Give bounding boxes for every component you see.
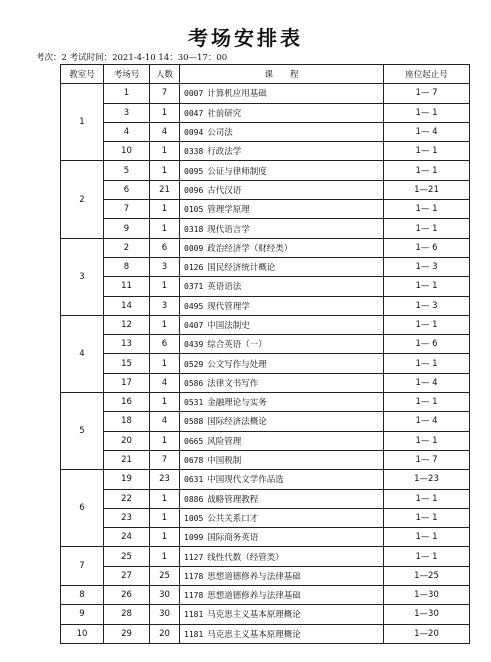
course-name: 英语语法	[207, 282, 242, 293]
course-cell	[180, 412, 384, 431]
room-number-cell: 9	[61, 605, 104, 624]
header-exam-no: 考场号	[104, 65, 150, 84]
course-cell	[180, 161, 384, 180]
course-cell	[180, 200, 384, 219]
course-code: 0631	[184, 475, 204, 485]
course-code: 0529	[184, 359, 204, 369]
course-code: 0126	[184, 263, 204, 273]
candidate-count-cell: 6	[150, 335, 180, 354]
seat-range-cell: 1— 1	[384, 547, 470, 566]
course-cell	[180, 238, 384, 257]
table-row	[61, 296, 470, 315]
candidate-count-cell: 1	[150, 277, 180, 296]
course-name: 思想道德修养与法律基础	[207, 591, 301, 602]
course-code: 0495	[184, 301, 204, 311]
table-body	[61, 84, 470, 644]
candidate-count-cell: 25	[150, 566, 180, 585]
course-code: 1181	[184, 629, 204, 639]
course-cell	[180, 315, 384, 334]
course-code: 0407	[184, 321, 204, 330]
table-row	[61, 508, 470, 527]
exam-number-cell: 7	[104, 200, 150, 219]
table-row	[61, 566, 470, 585]
course-cell	[180, 277, 384, 296]
header-seat-range: 座位起止号	[384, 65, 470, 84]
course-name: 国民经济统计概论	[207, 263, 276, 274]
seat-range-cell: 1— 3	[384, 257, 470, 276]
room-number-cell: 7	[61, 547, 104, 586]
table-row	[61, 624, 470, 643]
course-name: 现代管理学	[207, 301, 250, 312]
table-row	[61, 393, 470, 412]
course-code: 0096	[184, 185, 204, 195]
course-cell	[180, 373, 384, 392]
candidate-count-cell: 30	[150, 586, 180, 605]
course-name: 行政法学	[207, 147, 242, 158]
candidate-count-cell: 1	[150, 219, 180, 238]
table-row	[61, 238, 470, 257]
room-number-cell: 8	[61, 586, 104, 605]
course-cell	[180, 489, 384, 508]
seat-range-cell: 1— 1	[384, 393, 470, 412]
candidate-count-cell: 1	[150, 508, 180, 527]
table-row	[61, 103, 470, 122]
table-row	[61, 489, 470, 508]
course-code: 0588	[184, 417, 204, 427]
course-code: 0678	[184, 456, 204, 466]
course-code: 1178	[184, 591, 204, 601]
table-row	[61, 412, 470, 431]
table-row	[61, 84, 470, 103]
candidate-count-cell: 4	[150, 122, 180, 141]
seat-range-cell: 1— 1	[384, 508, 470, 527]
course-name: 计算机应用基础	[207, 89, 267, 100]
course-name: 管理学原理	[207, 205, 250, 216]
table-row	[61, 373, 470, 392]
course-code: 0586	[184, 378, 204, 388]
candidate-count-cell: 1	[150, 200, 180, 219]
table-row	[61, 431, 470, 450]
table-row	[61, 335, 470, 354]
candidate-count-cell: 21	[150, 180, 180, 199]
table-row	[61, 586, 470, 605]
candidate-count-cell: 1	[150, 315, 180, 334]
seat-range-cell: 1— 1	[384, 277, 470, 296]
course-code: 0439	[184, 340, 204, 350]
room-number-cell: 10	[61, 624, 104, 643]
room-number-cell: 4	[61, 315, 104, 392]
header-course: 课 程	[180, 65, 384, 84]
exam-number-cell: 14	[104, 296, 150, 315]
course-code: 0105	[184, 205, 204, 215]
exam-number-cell: 27	[104, 566, 150, 585]
candidate-count-cell: 1	[150, 489, 180, 508]
candidate-count-cell: 1	[150, 354, 180, 373]
header-row	[61, 65, 470, 84]
course-cell	[180, 431, 384, 450]
course-code: 0371	[184, 282, 204, 292]
candidate-count-cell: 7	[150, 84, 180, 103]
course-cell	[180, 180, 384, 199]
course-code: 0009	[184, 243, 204, 253]
exam-number-cell: 16	[104, 393, 150, 412]
seat-range-cell: 1—30	[384, 605, 470, 624]
seat-range-cell: 1— 1	[384, 431, 470, 450]
candidate-count-cell: 6	[150, 238, 180, 257]
candidate-count-cell: 3	[150, 257, 180, 276]
candidate-count-cell: 1	[150, 161, 180, 180]
exam-number-cell: 8	[104, 257, 150, 276]
exam-number-cell: 21	[104, 450, 150, 469]
table-row	[61, 180, 470, 199]
table-row	[61, 161, 470, 180]
course-name: 风险管理	[207, 436, 242, 447]
room-number-cell: 2	[61, 161, 104, 238]
course-name: 线性代数（经管类）	[207, 552, 284, 563]
table-row	[61, 219, 470, 238]
course-name: 国际经济法概论	[207, 417, 267, 428]
table-row	[61, 470, 470, 489]
course-name: 公证与律师制度	[207, 166, 267, 177]
course-cell	[180, 605, 384, 624]
candidate-count-cell: 3	[150, 296, 180, 315]
candidate-count-cell: 4	[150, 373, 180, 392]
course-code: 1178	[184, 571, 204, 581]
course-name: 公共关系口才	[207, 513, 259, 524]
course-name: 中国税制	[207, 456, 242, 467]
seat-range-cell: 1— 6	[384, 335, 470, 354]
course-cell	[180, 142, 384, 161]
course-code: 0531	[184, 398, 204, 408]
table-row	[61, 257, 470, 276]
course-cell	[180, 393, 384, 412]
seat-range-cell: 1—23	[384, 470, 470, 489]
course-cell	[180, 257, 384, 276]
table-row	[61, 605, 470, 624]
table-row	[61, 122, 470, 141]
course-name: 马克思主义基本原理概论	[207, 610, 301, 621]
candidate-count-cell: 7	[150, 450, 180, 469]
candidate-count-cell: 20	[150, 624, 180, 643]
table-row	[61, 547, 470, 566]
seat-range-cell: 1— 1	[384, 142, 470, 161]
course-cell	[180, 122, 384, 141]
exam-schedule-table	[60, 64, 470, 644]
exam-number-cell: 28	[104, 605, 150, 624]
course-name: 中国法制史	[207, 321, 250, 331]
course-code: 1099	[184, 533, 204, 543]
room-number-cell: 6	[61, 470, 104, 547]
exam-number-cell: 5	[104, 161, 150, 180]
exam-number-cell: 26	[104, 586, 150, 605]
exam-number-cell: 18	[104, 412, 150, 431]
exam-number-cell: 11	[104, 277, 150, 296]
exam-number-cell: 13	[104, 335, 150, 354]
seat-range-cell: 1— 7	[384, 84, 470, 103]
course-cell	[180, 354, 384, 373]
table-row	[61, 315, 470, 334]
course-code: 0318	[184, 224, 204, 234]
course-name: 公文写作与处理	[207, 359, 267, 370]
course-cell	[180, 508, 384, 527]
page-title: 考场安排表	[188, 26, 303, 50]
exam-number-cell: 4	[104, 122, 150, 141]
course-cell	[180, 84, 384, 103]
exam-number-cell: 2	[104, 238, 150, 257]
course-cell	[180, 586, 384, 605]
course-name: 政治经济学（财经类）	[207, 243, 293, 254]
candidate-count-cell: 1	[150, 103, 180, 122]
table-row	[61, 528, 470, 547]
table-row	[61, 142, 470, 161]
course-name: 中国现代文学作品选	[207, 475, 284, 486]
exam-number-cell: 23	[104, 508, 150, 527]
course-cell	[180, 470, 384, 489]
seat-range-cell: 1— 1	[384, 161, 470, 180]
exam-number-cell: 9	[104, 219, 150, 238]
exam-number-cell: 17	[104, 373, 150, 392]
table-row	[61, 450, 470, 469]
room-number-cell: 3	[61, 238, 104, 315]
course-code: 0665	[184, 436, 204, 446]
course-code: 0886	[184, 494, 204, 504]
header-room: 教室号	[61, 65, 104, 84]
course-cell	[180, 528, 384, 547]
course-cell	[180, 296, 384, 315]
exam-number-cell: 12	[104, 315, 150, 334]
course-code: 0095	[184, 166, 204, 176]
candidate-count-cell: 23	[150, 470, 180, 489]
course-cell	[180, 335, 384, 354]
course-name: 公司法	[207, 128, 233, 139]
candidate-count-cell: 1	[150, 547, 180, 566]
course-name: 金融理论与实务	[207, 398, 267, 409]
course-cell	[180, 103, 384, 122]
candidate-count-cell: 1	[150, 528, 180, 547]
course-code: 0094	[184, 128, 204, 138]
course-cell	[180, 547, 384, 566]
seat-range-cell: 1— 4	[384, 412, 470, 431]
course-code: 1127	[184, 552, 204, 562]
seat-range-cell: 1— 1	[384, 354, 470, 373]
header-count: 人数	[150, 65, 180, 84]
candidate-count-cell: 1	[150, 431, 180, 450]
seat-range-cell: 1— 1	[384, 219, 470, 238]
exam-number-cell: 20	[104, 431, 150, 450]
course-name: 社前研究	[207, 108, 242, 119]
course-name: 思想道德修养与法律基础	[207, 571, 301, 582]
exam-number-cell: 3	[104, 103, 150, 122]
course-name: 战略管理教程	[207, 494, 259, 505]
seat-range-cell: 1—30	[384, 586, 470, 605]
course-cell	[180, 450, 384, 469]
course-code: 1005	[184, 513, 204, 523]
course-name: 马克思主义基本原理概论	[207, 629, 301, 640]
course-name: 古代汉语	[207, 185, 242, 196]
table-row	[61, 200, 470, 219]
course-cell	[180, 219, 384, 238]
exam-number-cell: 29	[104, 624, 150, 643]
candidate-count-cell: 4	[150, 412, 180, 431]
seat-range-cell: 1—21	[384, 180, 470, 199]
table-row	[61, 277, 470, 296]
exam-number-cell: 1	[104, 84, 150, 103]
room-number-cell: 5	[61, 393, 104, 470]
course-name: 法律文书写作	[207, 378, 259, 389]
seat-range-cell: 1— 7	[384, 450, 470, 469]
seat-range-cell: 1— 1	[384, 489, 470, 508]
course-name: 现代语言学	[207, 224, 250, 235]
room-number-cell: 1	[61, 84, 104, 161]
exam-number-cell: 22	[104, 489, 150, 508]
exam-number-cell: 24	[104, 528, 150, 547]
course-cell	[180, 624, 384, 643]
candidate-count-cell: 1	[150, 393, 180, 412]
exam-number-cell: 15	[104, 354, 150, 373]
exam-number-cell: 10	[104, 142, 150, 161]
table-row	[61, 354, 470, 373]
seat-range-cell: 1— 1	[384, 528, 470, 547]
candidate-count-cell: 30	[150, 605, 180, 624]
seat-range-cell: 1— 4	[384, 373, 470, 392]
seat-range-cell: 1— 4	[384, 122, 470, 141]
course-code: 0338	[184, 147, 204, 157]
exam-info: 考次：2 考试时间：2021-4-10 14：30—17：00	[36, 53, 228, 63]
course-code: 0007	[184, 89, 204, 99]
seat-range-cell: 1— 1	[384, 103, 470, 122]
exam-number-cell: 6	[104, 180, 150, 199]
seat-range-cell: 1— 3	[384, 296, 470, 315]
course-code: 0047	[184, 108, 204, 118]
seat-range-cell: 1— 1	[384, 315, 470, 334]
course-code: 1181	[184, 610, 204, 620]
course-name: 国际商务英语	[207, 533, 259, 544]
course-cell	[180, 566, 384, 585]
exam-number-cell: 19	[104, 470, 150, 489]
exam-number-cell: 25	[104, 547, 150, 566]
candidate-count-cell: 1	[150, 142, 180, 161]
seat-range-cell: 1—25	[384, 566, 470, 585]
seat-range-cell: 1— 6	[384, 238, 470, 257]
seat-range-cell: 1— 1	[384, 200, 470, 219]
course-name: 综合英语（一）	[207, 340, 267, 351]
seat-range-cell: 1—20	[384, 624, 470, 643]
